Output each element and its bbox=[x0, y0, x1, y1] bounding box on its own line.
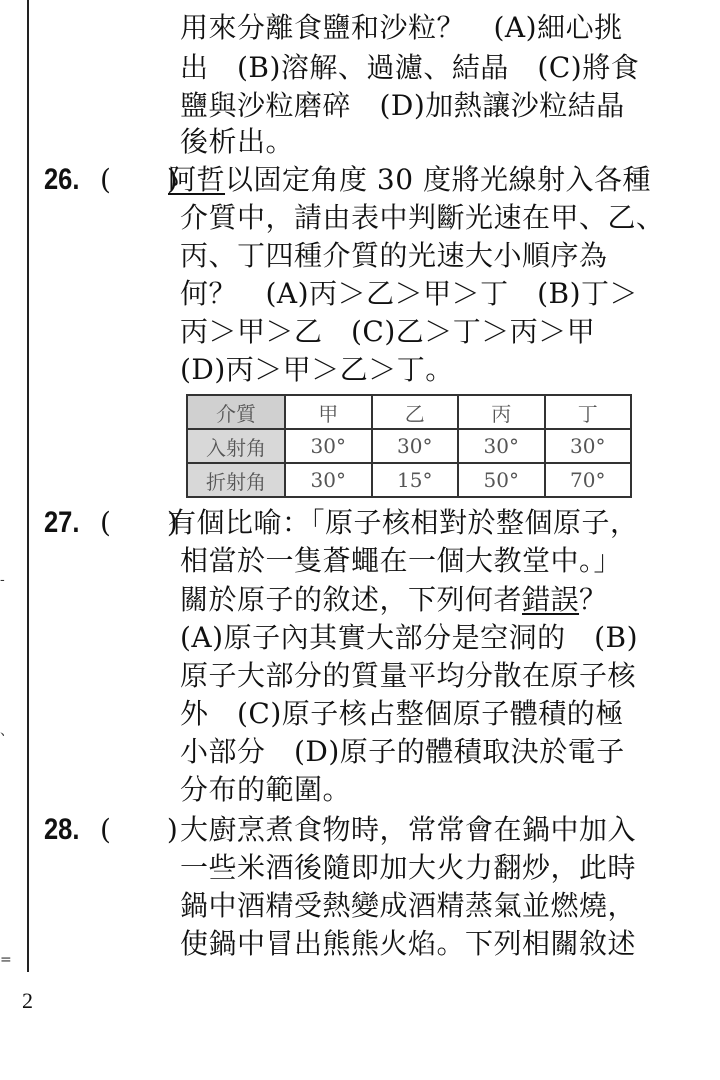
question-text-line: 介質中，請由表中判斷光速在甲、乙、 bbox=[180, 201, 665, 234]
emphasis-underline: 錯誤 bbox=[522, 583, 580, 616]
margin-mark: 、 bbox=[0, 723, 14, 739]
table-cell: 30° bbox=[285, 463, 372, 497]
question-text-line bbox=[168, 162, 651, 198]
table-header-row bbox=[187, 395, 631, 429]
answer-blank[interactable]: ( ) bbox=[100, 163, 178, 196]
question-text-line: 何？ (A)丙＞乙＞甲＞丁 (B)丁＞ bbox=[180, 277, 638, 310]
question-text: ？ bbox=[579, 583, 608, 616]
question-text-line: 丙、丁四種介質的光速大小順序為 bbox=[180, 239, 608, 272]
question-text-line: 大廚烹煮食物時，常常會在鍋中加入 bbox=[180, 813, 637, 846]
table-header-cell: 乙 bbox=[372, 395, 459, 429]
question-text-line: 丙＞甲＞乙 (C)乙＞丁＞丙＞甲 bbox=[180, 315, 596, 348]
question-text-line bbox=[180, 582, 608, 618]
table-cell: 30° bbox=[545, 429, 632, 463]
question-text-line: 用來分離食鹽和沙粒？ (A)細心挑 bbox=[180, 11, 623, 44]
binding-margin-line bbox=[27, 0, 29, 972]
question-text-line: 後析出。 bbox=[180, 125, 295, 158]
margin-mark: = bbox=[0, 952, 12, 968]
table-row bbox=[187, 429, 631, 463]
table-row-label: 入射角 bbox=[187, 429, 285, 463]
question-text-line: 有個比喻：「原子核相對於整個原子， bbox=[168, 506, 639, 539]
question-text-line: 鍋中酒精受熱變成酒精蒸氣並燃燒， bbox=[180, 889, 637, 922]
student-name: 阿哲 bbox=[168, 163, 226, 196]
table-header-cell: 丙 bbox=[458, 395, 545, 429]
table-cell: 30° bbox=[458, 429, 545, 463]
table-cell: 30° bbox=[285, 429, 372, 463]
table-cell: 70° bbox=[545, 463, 632, 497]
question-text-line: (D)丙＞甲＞乙＞丁。 bbox=[180, 353, 454, 386]
question-text-line: 鹽與沙粒磨碎 (D)加熱讓沙粒結晶 bbox=[180, 89, 625, 122]
question-text-line: 分布的範圍。 bbox=[180, 773, 352, 806]
table-cell: 50° bbox=[458, 463, 545, 497]
question-text-line: 使鍋中冒出熊熊火焰。下列相關敘述 bbox=[180, 927, 637, 960]
page-number: 2 bbox=[22, 988, 33, 1013]
question-text-line: 一些米酒後隨即加大火力翻炒，此時 bbox=[180, 851, 637, 884]
question-text-line: 小部分 (D)原子的體積取決於電子 bbox=[180, 735, 625, 768]
table-cell: 15° bbox=[372, 463, 459, 497]
table-cell: 30° bbox=[372, 429, 459, 463]
table-row-label: 折射角 bbox=[187, 463, 285, 497]
question-text-line: 原子大部分的質量平均分散在原子核 bbox=[180, 659, 637, 692]
table-header-cell: 甲 bbox=[285, 395, 372, 429]
question-text: 以固定角度 30 度將光線射入各種 bbox=[225, 163, 651, 196]
table-header-cell: 丁 bbox=[545, 395, 632, 429]
question-text-line: 出 (B)溶解、過濾、結晶 (C)將食 bbox=[180, 51, 640, 84]
question-number: 27. bbox=[44, 506, 80, 539]
question-number: 28. bbox=[44, 813, 80, 846]
question-number: 26. bbox=[44, 163, 80, 196]
question-text-line: (A)原子內其實大部分是空洞的 (B) bbox=[180, 621, 638, 654]
question-text-line: 相當於一隻蒼蠅在一個大教堂中。」 bbox=[180, 544, 623, 577]
table-header-cell: 介質 bbox=[187, 395, 285, 429]
table-row bbox=[187, 463, 631, 497]
margin-mark: - bbox=[0, 572, 5, 588]
question-text-line: 外 (C)原子核占整個原子體積的極 bbox=[180, 697, 624, 730]
answer-blank[interactable]: ( ) bbox=[100, 813, 178, 846]
question-text: 關於原子的敘述，下列何者 bbox=[180, 583, 523, 616]
answer-blank[interactable]: ( ) bbox=[100, 506, 178, 539]
medium-angle-table bbox=[186, 394, 632, 498]
